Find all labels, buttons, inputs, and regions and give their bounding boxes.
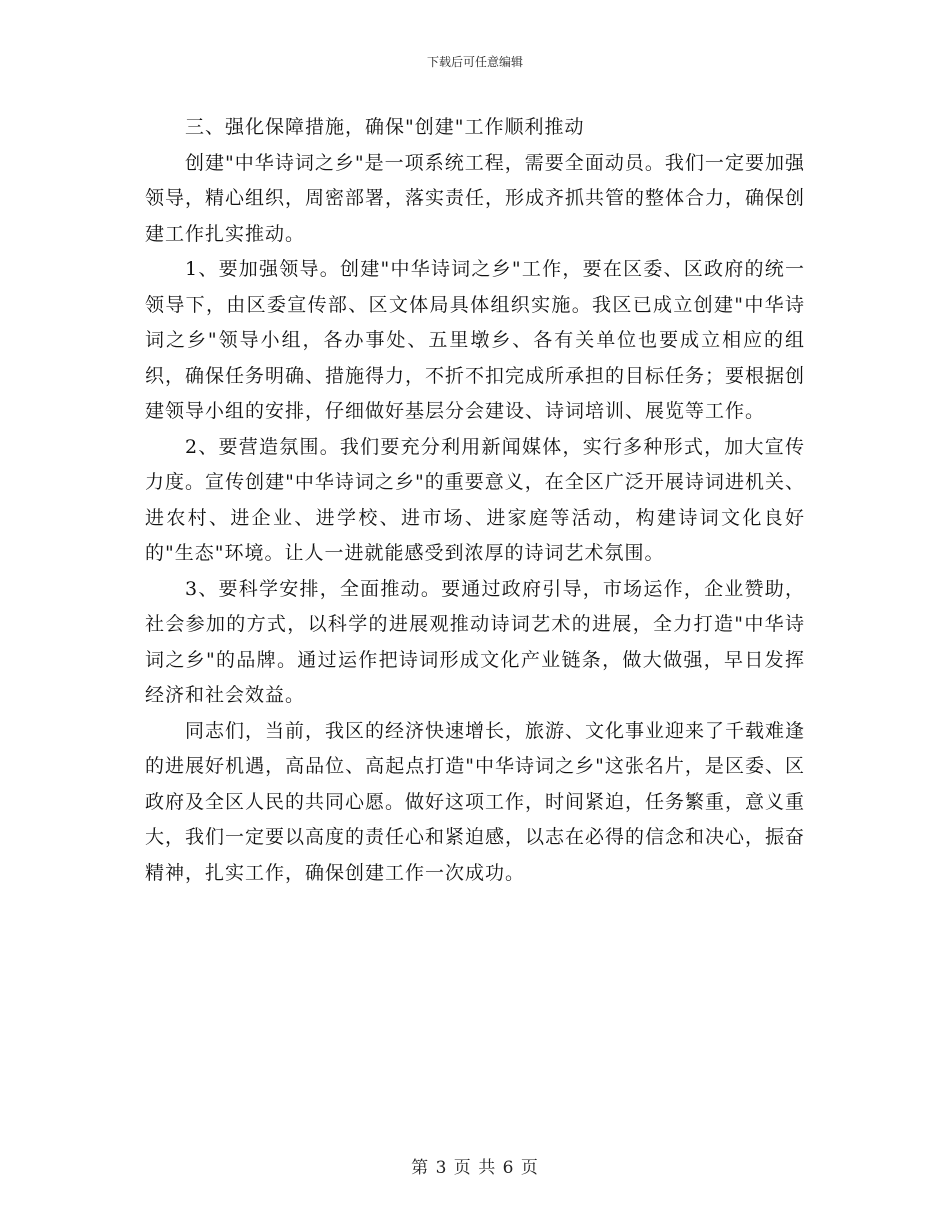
page-number: 第 3 页 共 6 页 xyxy=(411,1158,539,1178)
section-heading: 三、强化保障措施，确保"创建"工作顺利推动 xyxy=(185,116,585,138)
page-header: 下载后可任意编辑 xyxy=(426,55,523,69)
paragraph-intro: 创建"中华诗词之乡"是一项系统工程，需要全面动员。我们一定要加强领导，精心组织，周密部署，落实责任，形成齐抓共管的整体合力，确保创建工作扎实推动。 xyxy=(145,151,806,245)
paragraph-atmosphere: 2、要营造氛围。我们要充分利用新闻媒体，实行多种形式，加大宣传力度。宣传创建"中华诗词之乡"的重要意义，在全区广泛开展诗词进机关、进农村、进企业、进学校、进市场、进家庭等活动，构建诗词文化良好的"生态"环境。让人一进就能感受到浓厚的诗词艺术氛围。 xyxy=(145,435,805,564)
paragraph-closing: 同志们，当前，我区的经济快速增长，旅游、文化事业迎来了千载难逢的进展好机遇，高品位、高起点打造"中华诗词之乡"这张名片，是区委、区政府及全区人民的共同心愿。做好这项工作，时间紧迫，任务繁重，意义重大，我们一定要以高度的责任心和紧迫感，以志在必得的信念和决心，振奋精神，扎实工作，确保创建工作一次成功。 xyxy=(145,719,806,884)
paragraph-scientific-arrangement: 3、要科学安排，全面推动。要通过政府引导，市场运作，企业赞助，社会参加的方式，以科学的进展观推动诗词艺术的进展，全力打造"中华诗词之乡"的品牌。通过运作把诗词形成文化产业链条，做大做强，早日发挥经济和社会效益。 xyxy=(145,577,805,706)
paragraph-leadership: 1、要加强领导。创建"中华诗词之乡"工作，要在区委、区政府的统一领导下，由区委宣传部、区文体局具体组织实施。我区已成立创建"中华诗词之乡"领导小组，各办事处、五里墩乡、各有关单位也要成立相应的组织，确保任务明确、措施得力，不折不扣完成所承担的目标任务；要根据创建领导小组的安排，仔细做好基层分会建设、诗词培训、展览等工作。 xyxy=(145,258,806,422)
document-body xyxy=(145,110,805,891)
